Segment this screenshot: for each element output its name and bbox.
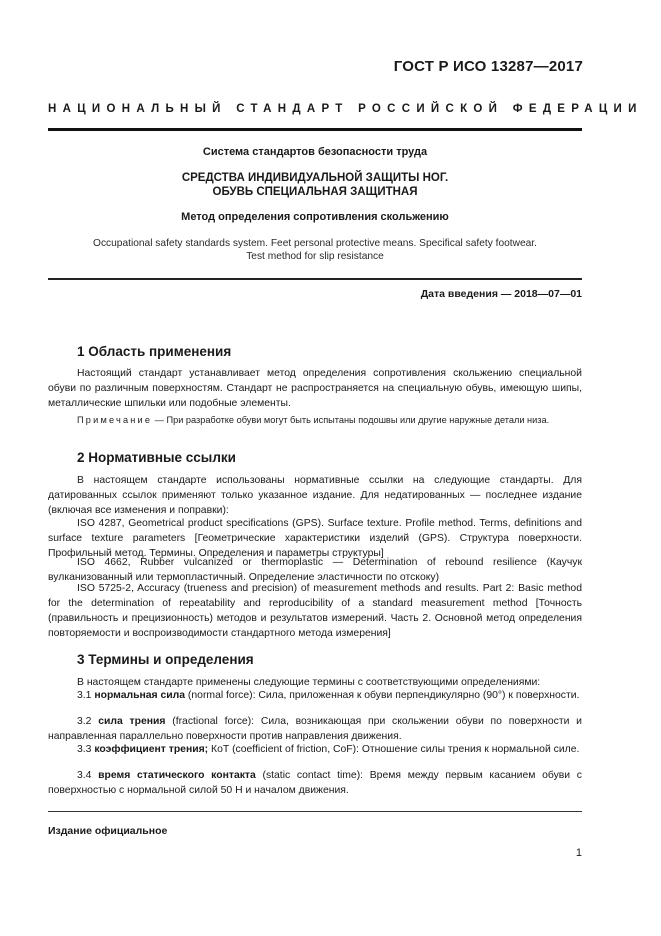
document-code: ГОСТ Р ИСО 13287—2017 xyxy=(393,58,583,75)
reference-iso-4287: ISO 4287, Geometrical product specifications (GPS). Surface texture. Profile method. Terms, definitions and surface texture parameters [Геометрические характеристики изделий (GPS). Структура поверхности. Профильный метод. Термины. Определения и параметры структуры] xyxy=(48,518,582,559)
section-1-heading: 1 Область применения xyxy=(77,344,232,359)
section-3-intro: В настоящем стандарте применены следующие термины с соответствующими определениями: xyxy=(77,677,541,688)
document-title-line-1: СРЕДСТВА ИНДИВИДУАЛЬНОЙ ЗАЩИТЫ НОГ. xyxy=(181,172,449,184)
standards-system-title: Система стандартов безопасности труда xyxy=(202,146,428,158)
term-normal-force-name: нормальная сила xyxy=(94,690,186,701)
note-text: — При разработке обуви могут быть испытаны подошвы или другие наружные детали низа. xyxy=(152,415,550,425)
term-static-contact-time: 3.4 время статического контакта (static contact time): Время между первым касанием обуви с поверхностью с нормальной силой 50 Н и началом движения. xyxy=(48,770,582,796)
official-edition-label: Издание официальное xyxy=(48,825,168,837)
english-title-line-1: Occupational safety standards system. Feet personal protective means. Specifical safety footwear. xyxy=(93,238,537,249)
term-static-contact-time-name: время статического контакта xyxy=(98,770,256,781)
section-2-heading: 2 Нормативные ссылки xyxy=(77,450,236,465)
footer-rule xyxy=(48,811,582,812)
note-label: Примечание xyxy=(77,415,153,425)
term-coefficient-of-friction-name: коэффициент трения; xyxy=(94,744,209,755)
national-standard-banner: НАЦИОНАЛЬНЫЙ СТАНДАРТ РОССИЙСКОЙ ФЕДЕРАЦИИ xyxy=(48,103,643,115)
page-number: 1 xyxy=(575,847,582,859)
document-title-line-2: ОБУВЬ СПЕЦИАЛЬНАЯ ЗАЩИТНАЯ xyxy=(212,186,418,198)
section-2-intro: В настоящем стандарте использованы нормативные ссылки на следующие стандарты. Для датированных ссылок применяют только указанное издание. Для недатированных — последнее издание (включая все изменения и поправки): xyxy=(48,475,582,516)
introduction-date: Дата введения — 2018—07—01 xyxy=(420,288,582,300)
english-title-line-2: Test method for slip resistance xyxy=(246,251,384,262)
term-normal-force: 3.1 нормальная сила (normal force): Сила, приложенная к обуви перпендикулярно (90°) к поверхности. xyxy=(77,690,580,701)
term-friction-force-name: сила трения xyxy=(98,716,166,727)
section-1-note xyxy=(77,415,582,425)
term-friction-force: 3.2 сила трения (fractional force): Сила, возникающая при скольжении обуви по поверхности и направленная параллельно поверхности против направления движения. xyxy=(48,716,582,742)
reference-iso-4662: ISO 4662, Rubber vulcanized or thermoplastic — Determination of rebound resilience (Каучук вулканизованный или термопластичный. Определение эластичности по отскоку) xyxy=(48,557,582,583)
method-title: Метод определения сопротивления скольжению xyxy=(181,211,449,223)
header-rule xyxy=(48,128,582,131)
term-coefficient-of-friction: 3.3 коэффициент трения; КоТ (coefficient of friction, CoF): Отношение силы трения к нормальной силе. xyxy=(77,744,580,755)
section-3-heading: 3 Термины и определения xyxy=(77,652,254,667)
section-1-paragraph: Настоящий стандарт устанавливает метод определения сопротивления скольжению специальной обуви по различным поверхностям. Стандарт не распространяется на специальную обувь, имеющую шипы, металлические шпильки или подобные элементы. xyxy=(48,368,582,409)
title-block-rule xyxy=(48,278,582,280)
reference-iso-5725-2: ISO 5725-2, Accuracy (trueness and precision) of measurement methods and results. Part 2: Basic method for the determination of repeatability and reproducibility of a standard measurement method [Точность (правильность и прецизионность) методов и результатов измерений. Часть 2. Основной метод определения повторяемости и воспроизводимости стандартного метода измерения] xyxy=(48,583,582,639)
